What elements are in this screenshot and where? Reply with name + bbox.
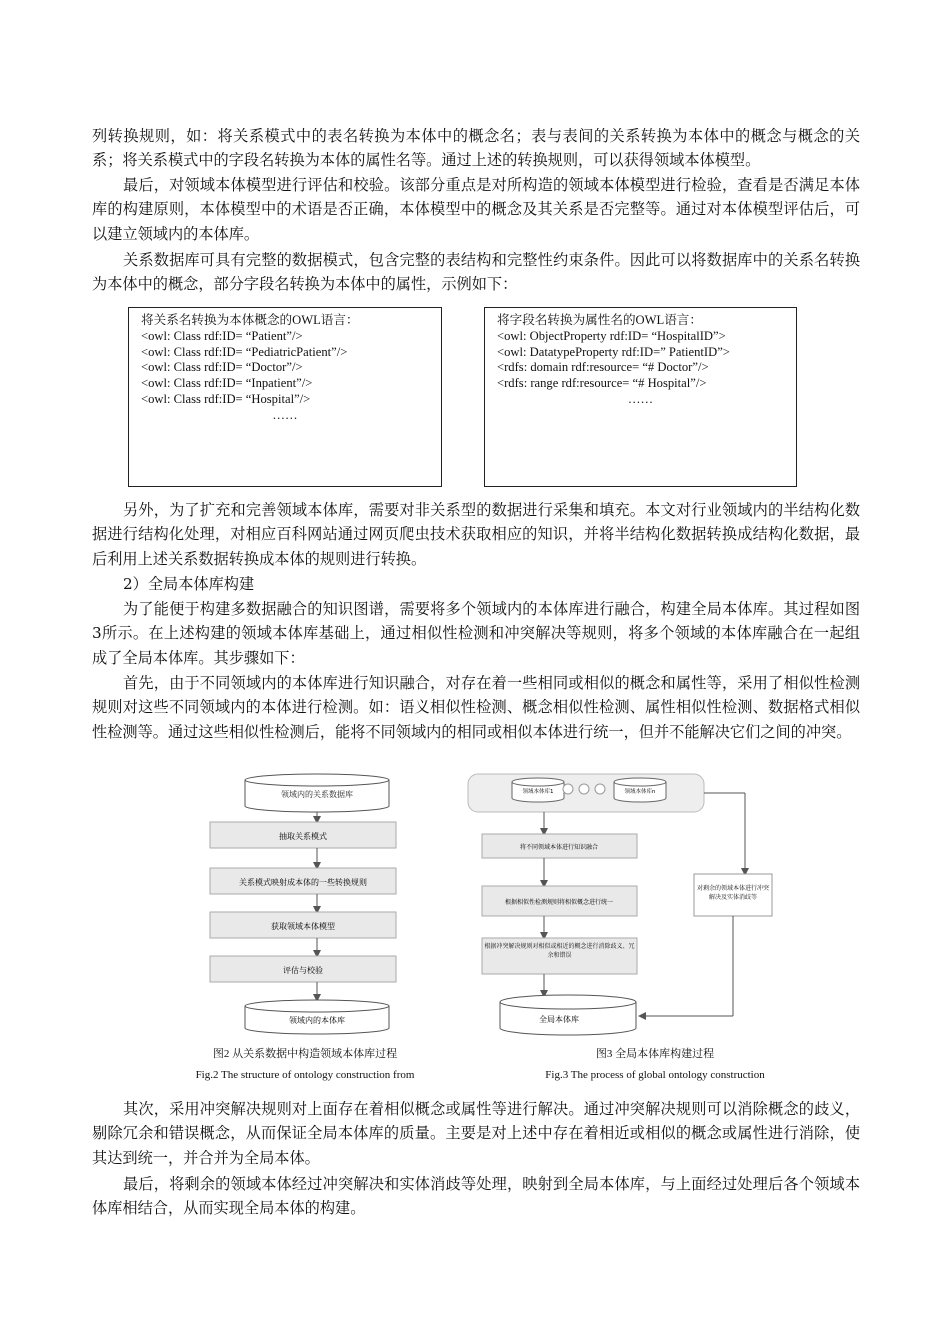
ellipsis-dot-icon [579, 784, 589, 794]
global-db-shape [500, 995, 636, 1035]
paragraph-2: 最后，对领域本体模型进行评估和校验。该部分重点是对所构造的领域本体模型进行检验，查看是否满足本体库的构建原则，本体模型中的术语是否正确，本体模型中的概念及其关系是否完整等。通过对本体模型评估后，可以建立领域内的本体库。 [92, 176, 860, 243]
figure-2-caption-cn: 图2 从关系数据中构造领域本体库过程 [212, 1048, 398, 1060]
domain-db-n-label: 领域本体库n [624, 789, 656, 795]
side-process-label: 对剩余的领域本体进行冲突解决及实体消歧等 [696, 885, 769, 901]
ellipsis-dot-icon [595, 784, 605, 794]
code-line: <owl: DatatypeProperty rdf:ID=” PatientID”> [497, 344, 730, 359]
paragraph-8: 最后，将剩余的领域本体经过冲突解决和实体消歧等处理，映射到全局本体库，与上面经过处理后各个领域本体库相结合，从而实现全局本体的构建。 [92, 1175, 860, 1218]
code-line: <rdfs: domain rdf:resource= “# Doctor”/> [497, 360, 709, 375]
owl-property-example-box [484, 307, 797, 487]
bottom-db-label: 领域内的本体库 [289, 1016, 345, 1025]
figure-3-caption-cn: 图3 全局本体库构建过程 [595, 1048, 715, 1060]
step-label: 根据相似性检测规则将相似概念进行统一 [504, 899, 614, 906]
domain-db-1-shape [512, 778, 564, 802]
paragraph-5: 为了能便于构建多数据融合的知识图谱，需要将多个领域内的本体库进行融合，构建全局本体库。其过程如图3所示。在上述构建的领域本体库基础上，通过相似性检测和冲突解决等规则，将多个领域的本体库融合在一起组成了全局本体库。其步骤如下： [92, 600, 860, 667]
ellipsis-dot-icon [563, 784, 573, 794]
code-line: <owl: Class rdf:ID= “Patient”/> [141, 328, 303, 343]
code-title: 将字段名转换为属性名的OWL语言： [497, 313, 702, 327]
code-ellipsis: …… [627, 391, 654, 406]
code-title: 将关系名转换为本体概念的OWL语言： [141, 313, 359, 327]
step-label: 将不同领域本体进行知识融合 [519, 844, 599, 851]
paragraph-1: 列转换规则，如：将关系模式中的表名转换为本体中的概念名；表与表间的关系转换为本体中的概念与概念的关系；将关系模式中的字段名转换为本体的属性名等。通过上述的转换规则，可以获得领域本体模型。 [92, 127, 860, 170]
step-label: 评估与校验 [283, 966, 323, 975]
code-line: <owl: Class rdf:ID= “Doctor”/> [141, 360, 303, 375]
code-line: <rdfs: range rdf:resource= “# Hospital”/> [497, 376, 707, 391]
paragraph-6: 首先，由于不同领域内的本体库进行知识融合，对存在着一些相同或相似的概念和属性等，采用了相似性检测规则对这些不同领域内的本体进行检测。如：语义相似性检测、概念相似性检测、属性相似性检测、数据格式相似性检测等。通过这些相似性检测后，能将不同领域内的相同或相似本体进行统一，但并不能解决它们之间的冲突。 [92, 674, 860, 741]
step-label: 关系模式映射成本体的一些转换规则 [239, 878, 367, 887]
code-ellipsis: …… [272, 407, 298, 422]
paragraph-3: 关系数据库可具有完整的数据模式，包含完整的表结构和完整性约束条件。因此可以将数据库中的关系名转换为本体中的概念，部分字段名转换为本体中的属性，示例如下： [92, 251, 860, 294]
step-label: 根据冲突解决规则对相似或相近的概念进行消除歧义、冗余和错误 [484, 943, 635, 959]
paragraph-7: 其次，采用冲突解决规则对上面存在着相似概念或属性等进行解决。通过冲突解决规则可以消除概念的歧义，剔除冗余和错误概念，从而保证全局本体库的质量。主要是对上述中存在着相近或相似的概念或属性进行消除，使其达到统一，并合并为全局本体。 [92, 1100, 860, 1167]
top-db-label: 领域内的关系数据库 [281, 790, 353, 799]
code-line: <owl: Class rdf:ID= “Inpatient”/> [141, 376, 313, 391]
step-label: 获取领域本体模型 [271, 922, 335, 931]
paragraph-4: 另外，为了扩充和完善领域本体库，需要对非关系型的数据进行采集和填充。本文对行业领域内的半结构化数据进行结构化处理，对相应百科网站通过网页爬虫技术获取相应的知识，并将半结构化数据转换成结构化数据，最后利用上述关系数据转换成本体的规则进行转换。 [92, 501, 860, 568]
owl-class-example-box [128, 307, 442, 487]
code-line: <owl: Class rdf:ID= “Hospital”/> [141, 391, 311, 406]
figure-2-caption-en: Fig.2 The structure of ontology construction from [195, 1069, 415, 1081]
figure-3-caption-en: Fig.3 The process of global ontology construction [545, 1069, 765, 1081]
bottom-database-shape [245, 1000, 389, 1034]
section-heading: 2）全局本体库构建 [123, 575, 255, 593]
step-label: 抽取关系模式 [279, 832, 327, 841]
domain-db-1-label: 领域本体库1 [522, 789, 554, 795]
top-database-shape [245, 774, 389, 812]
figure-2-flowchart [200, 770, 440, 1040]
global-db-label: 全局本体库 [539, 1015, 579, 1024]
code-line: <owl: Class rdf:ID= “PediatricPatient”/> [141, 344, 348, 359]
code-line: <owl: ObjectProperty rdf:ID= “HospitalID”> [497, 328, 726, 343]
figure-3-flowchart [462, 770, 782, 1040]
domain-db-n-shape [614, 778, 666, 802]
